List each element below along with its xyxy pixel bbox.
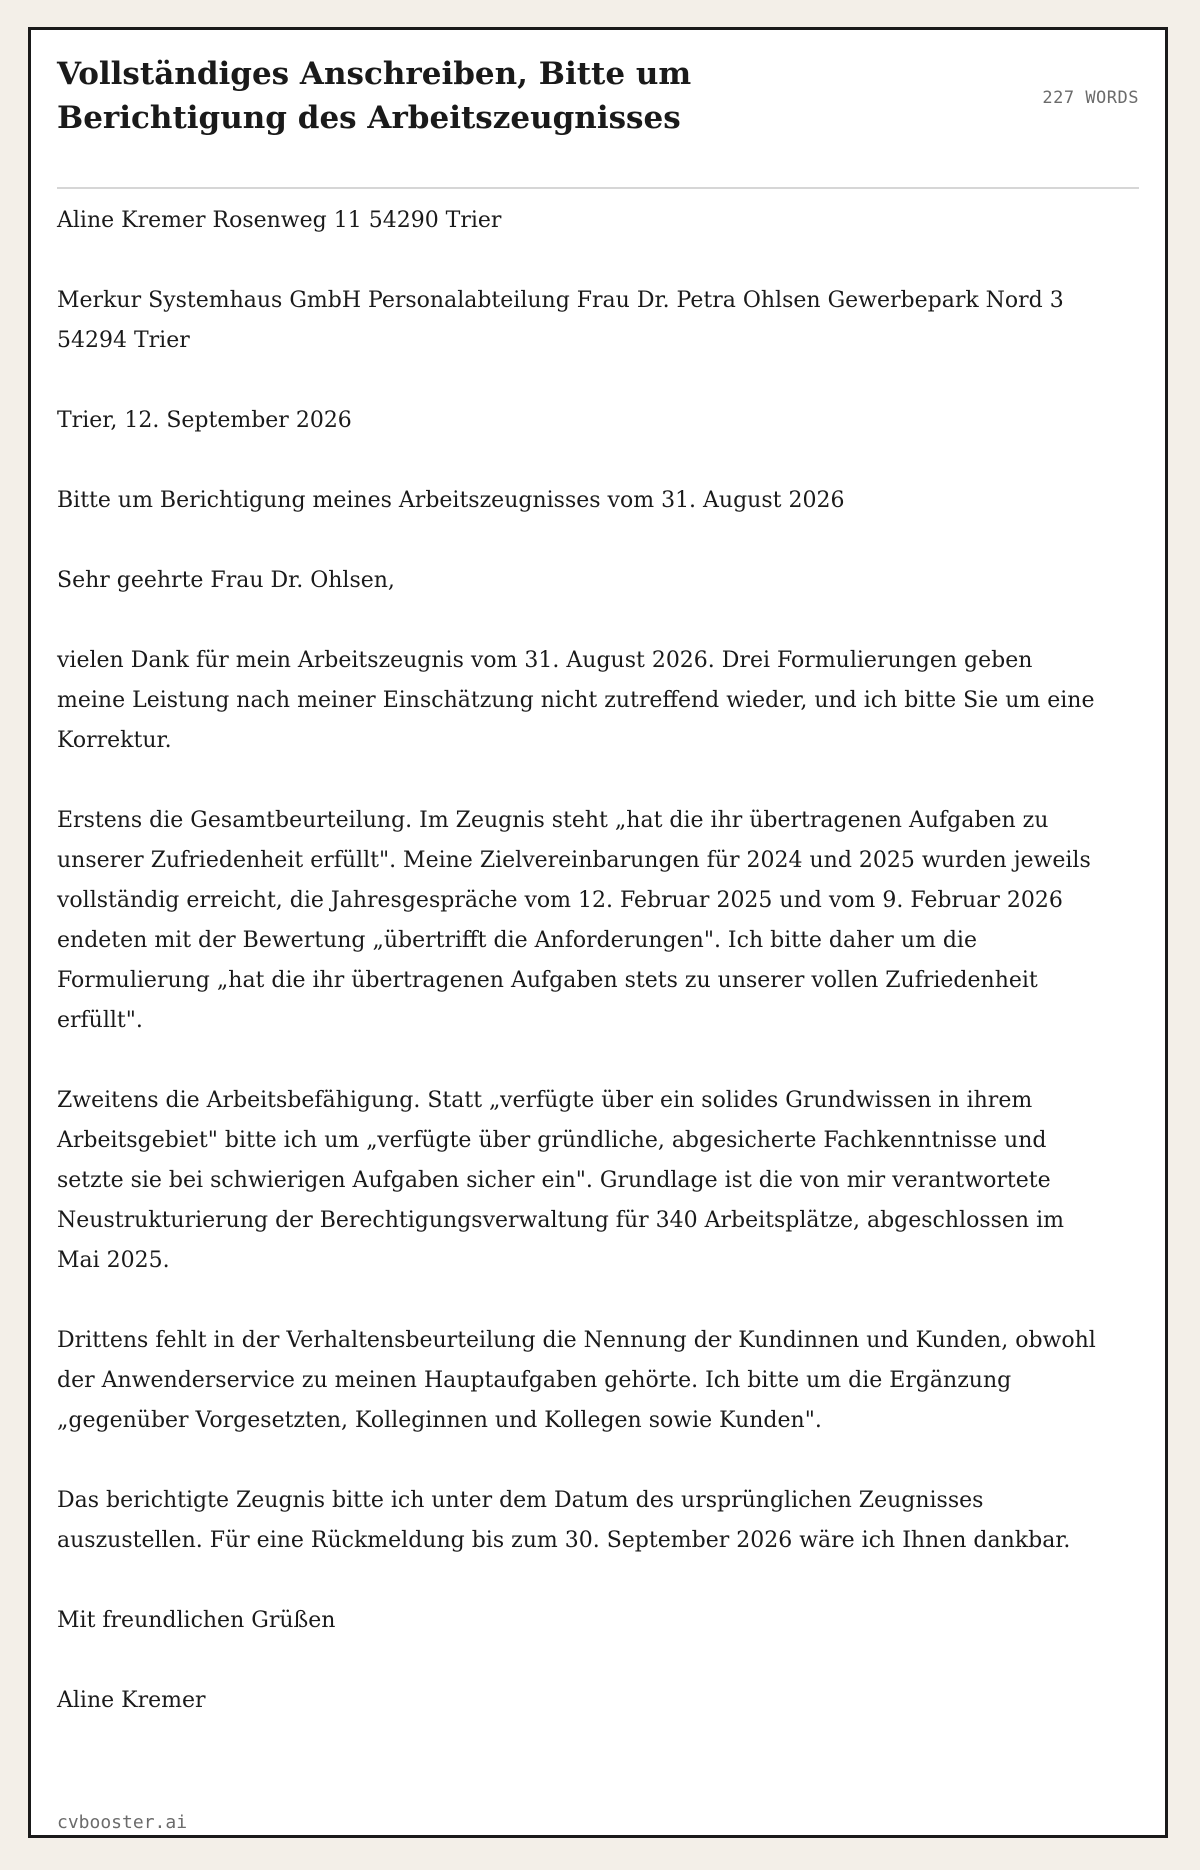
signature: Aline Kremer [57,1688,206,1713]
salutation: Sehr geehrte Frau Dr. Ohlsen, [57,568,395,593]
sender-address: Aline Kremer Rosenweg 11 54290 Trier [57,208,502,233]
letter-date: Trier, 12. September 2026 [57,408,352,433]
body-paragraph-request: Das berichtigte Zeugnis bitte ich unter dem Datum des ursprünglichen Zeugnisses auszustellen. Für eine Rückmeldung bis zum 30. September 2026 wäre ich Ihnen dankbar. [57,1488,1071,1553]
body-paragraph-first-point: Erstens die Gesamtbeurteilung. Im Zeugnis steht „hat die ihr übertragenen Aufgaben zu unserer Zufriedenheit erfüllt". Meine Zielvereinbarungen für 2024 und 2025 wurden jeweils vollständig erreicht, die Jahresgespräche vom 12. Februar 2025 und vom 9. Februar 2026 endeten mit der Bewertung „übertrifft die Anforderungen". Ich bitte daher um die Formulierung „hat die ihr übertragenen Aufgaben stets zu unserer vollen Zufriedenheit erfüllt". [57,808,1091,1033]
word-count-badge: 227 WORDS [1042,88,1139,108]
letter-subject: Bitte um Berichtigung meines Arbeitszeugnisses vom 31. August 2026 [57,488,845,513]
body-paragraph-intro: vielen Dank für mein Arbeitszeugnis vom 31. August 2026. Drei Formulierungen geben meine Leistung nach meiner Einschätzung nicht zutreffend wieder, und ich bitte Sie um eine Korrektur. [57,648,1095,753]
body-paragraph-third-point: Drittens fehlt in der Verhaltensbeurteilung die Nennung der Kundinnen und Kunden, obwohl der Anwenderservice zu meinen Hauptaufgaben gehörte. Ich bitte um die Ergänzung „gegenüber Vorgesetzten, Kolleginnen und Kollegen sowie Kunden". [57,1328,1096,1433]
document-header [57,52,1139,189]
letter-card [28,27,1168,1838]
recipient-address: Merkur Systemhaus GmbH Personalabteilung Frau Dr. Petra Ohlsen Gewerbepark Nord 3 54294 Trier [57,288,1064,353]
brand-footer: cvbooster.ai [57,1812,188,1833]
body-paragraph-second-point: Zweitens die Arbeitsbefähigung. Statt „verfügte über ein solides Grundwissen in ihrem Arbeitsgebiet" bitte ich um „verfügte über gründliche, abgesicherte Fachkenntnisse und setzte sie bei schwierigen Aufgaben sicher ein". Grundlage ist die von mir verantwortete Neustrukturierung der Berechtigungsverwaltung für 340 Arbeitsplätze, abgeschlossen im Mai 2025. [57,1088,1064,1273]
letter-body [57,201,1097,1721]
closing: Mit freundlichen Grüßen [57,1608,336,1633]
page-title: Vollständiges Anschreiben, Bitte um Berichtigung des Arbeitszeugnisses [57,56,692,136]
